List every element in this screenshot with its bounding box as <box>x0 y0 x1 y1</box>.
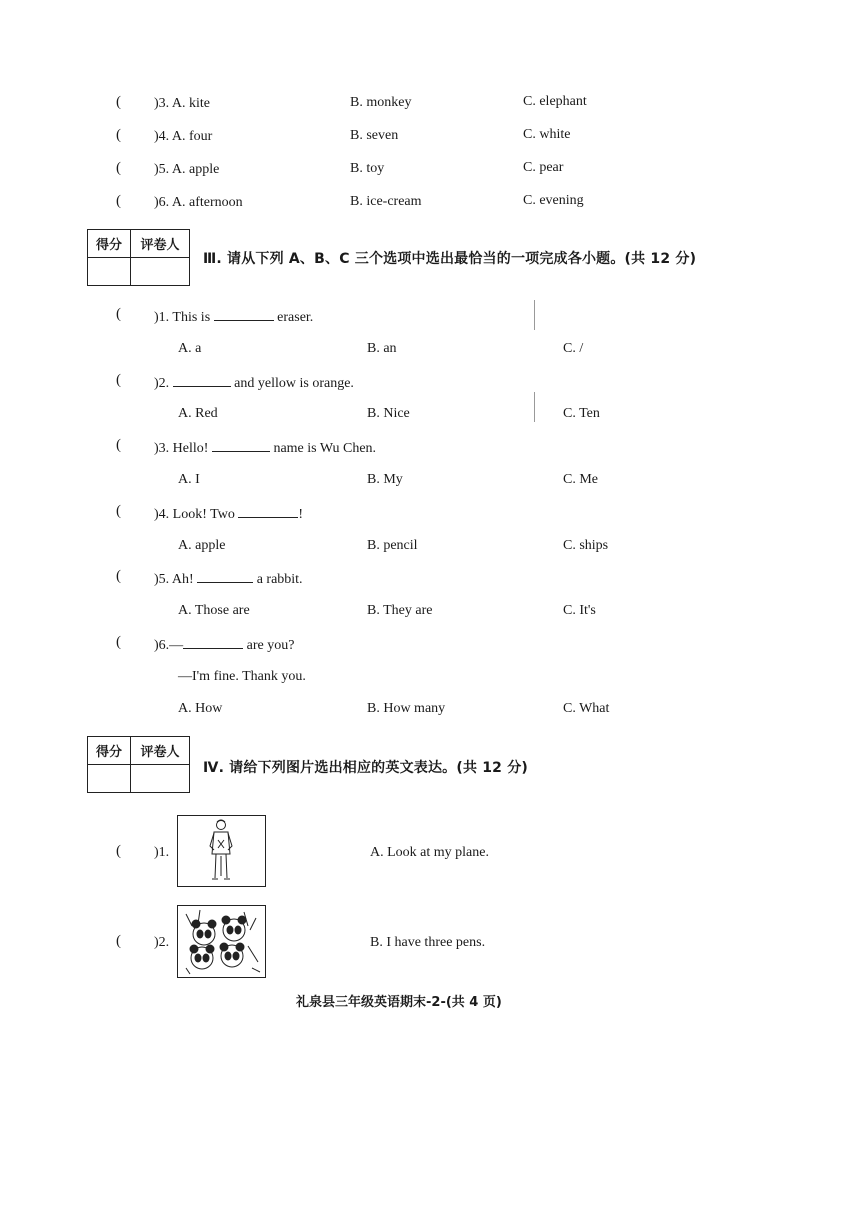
option-text: A. Look at my plane. <box>370 845 489 860</box>
answer-paren: ( <box>116 568 121 584</box>
score-box <box>87 736 190 793</box>
answer-paren: ( <box>116 127 121 143</box>
option-text: B. I have three pens. <box>370 935 486 950</box>
answer-paren: ( <box>116 160 121 176</box>
scan-mark <box>534 392 535 422</box>
question-option-b: B. monkey <box>350 95 412 110</box>
question-post: ! <box>298 507 303 522</box>
option-b: B. My <box>367 472 403 487</box>
question-option-a: )4. A. four <box>154 129 213 144</box>
question-post: a rabbit. <box>256 572 303 587</box>
scan-mark <box>534 300 535 330</box>
option-c: C. What <box>563 701 610 716</box>
page-footer: 礼泉县三年级英语期末-2-(共 4 页) <box>296 995 502 1010</box>
score-label: 得分 <box>88 737 131 765</box>
question-text <box>154 505 303 523</box>
option-b: B. an <box>367 341 397 356</box>
answer-paren: ( <box>116 193 121 209</box>
answer-paren: ( <box>116 372 121 388</box>
score-cell <box>88 258 131 286</box>
answer-blank <box>173 374 231 387</box>
question-text <box>154 374 354 392</box>
question-post: are you? <box>246 638 295 653</box>
question-number: )3. <box>154 441 170 456</box>
panda-icon <box>178 906 265 977</box>
answer-blank <box>212 439 270 452</box>
score-label: 得分 <box>88 230 131 258</box>
grader-cell <box>131 765 190 793</box>
option-c: C. It's <box>563 603 596 618</box>
option-b: B. Nice <box>367 406 410 421</box>
grader-label: 评卷人 <box>131 737 190 765</box>
score-box <box>87 229 190 286</box>
question-option-a: )6. A. afternoon <box>154 195 243 210</box>
option-a: A. Those are <box>178 603 250 618</box>
section-title: Ⅲ. 请从下列 A、B、C 三个选项中选出最恰当的一项完成各小题。(共 12 分) <box>203 251 697 267</box>
answer-paren: ( <box>116 437 121 453</box>
question-post: and yellow is orange. <box>234 376 354 391</box>
option-b: B. They are <box>367 603 433 618</box>
question-option-b: B. toy <box>350 161 385 176</box>
boy-picture <box>177 815 266 887</box>
option-c: C. / <box>563 341 584 356</box>
answer-blank <box>214 308 274 321</box>
answer-paren: ( <box>116 503 121 519</box>
question-number: )2. <box>154 935 170 950</box>
answer-blank <box>183 636 243 649</box>
option-a: A. I <box>178 472 200 487</box>
option-a: A. How <box>178 701 223 716</box>
option-b: B. pencil <box>367 538 418 553</box>
question-option-c: C. pear <box>523 160 564 175</box>
question-number: )2. <box>154 376 170 391</box>
question-number: )1. <box>154 845 170 860</box>
question-option-b: B. ice-cream <box>350 194 422 209</box>
question-post: name is Wu Chen. <box>273 441 377 456</box>
question-option-a: )5. A. apple <box>154 162 220 177</box>
answer-blank <box>238 505 298 518</box>
question-number: )1. <box>154 310 170 325</box>
question-pre: This is <box>172 310 211 325</box>
grader-cell <box>131 258 190 286</box>
answer-paren: ( <box>116 933 121 949</box>
question-option-a: )3. A. kite <box>154 96 210 111</box>
question-text <box>154 636 294 654</box>
question-option-b: B. seven <box>350 128 399 143</box>
question-option-c: C. white <box>523 127 571 142</box>
option-c: C. Me <box>563 472 598 487</box>
answer-paren: ( <box>116 843 121 859</box>
option-a: A. Red <box>178 406 218 421</box>
section-title: Ⅳ. 请给下列图片选出相应的英文表达。(共 12 分) <box>203 760 528 776</box>
question-number: )5. <box>154 572 170 587</box>
question-number: )6. <box>154 638 170 653</box>
reply-line: —I'm fine. Thank you. <box>178 669 306 684</box>
question-post: eraser. <box>277 310 314 325</box>
question-text <box>154 570 303 588</box>
answer-blank <box>197 570 253 583</box>
question-pre: — <box>169 638 184 653</box>
pandas-picture <box>177 905 266 978</box>
option-c: C. ships <box>563 538 609 553</box>
score-cell <box>88 765 131 793</box>
option-b: B. How many <box>367 701 446 716</box>
boy-icon <box>178 816 265 886</box>
question-pre: Look! Two <box>172 507 235 522</box>
question-pre: Hello! <box>172 441 209 456</box>
answer-paren: ( <box>116 634 121 650</box>
question-pre: Ah! <box>171 572 194 587</box>
answer-paren: ( <box>116 306 121 322</box>
grader-label: 评卷人 <box>131 230 190 258</box>
option-c: C. Ten <box>563 406 600 421</box>
answer-paren: ( <box>116 94 121 110</box>
question-option-c: C. evening <box>523 193 584 208</box>
question-number: )4. <box>154 507 170 522</box>
question-option-c: C. elephant <box>523 94 587 109</box>
question-text <box>154 308 313 326</box>
option-a: A. a <box>178 341 202 356</box>
option-a: A. apple <box>178 538 226 553</box>
question-text <box>154 439 376 457</box>
